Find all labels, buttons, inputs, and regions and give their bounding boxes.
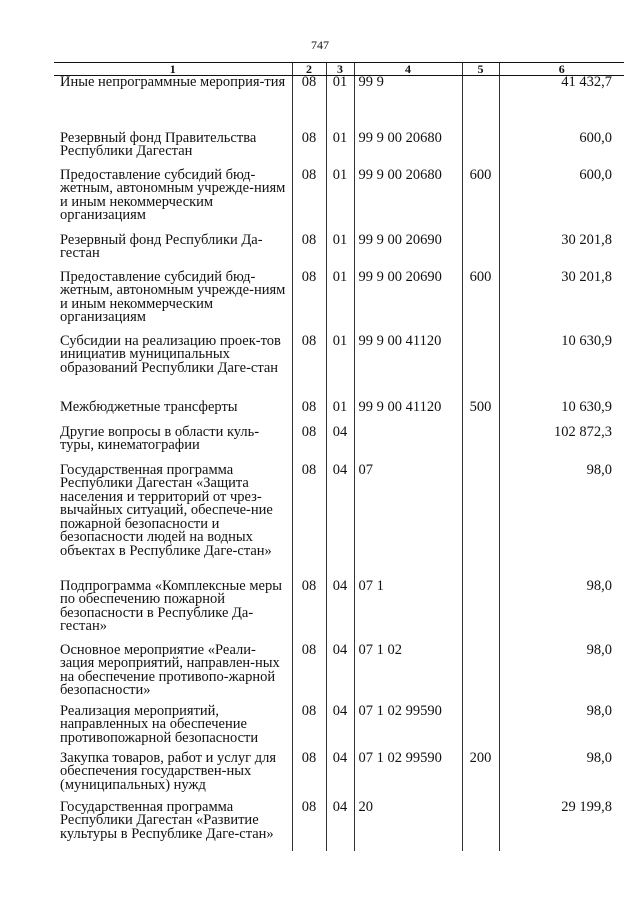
row-subsection-code: 01 bbox=[326, 76, 354, 132]
row-name: Реализация мероприятий, направленных на обеспечение противопожарной безопасности bbox=[60, 702, 259, 746]
row-name: Межбюджетные трансферты bbox=[60, 398, 238, 415]
table-row bbox=[54, 752, 624, 801]
row-section-code: 08 bbox=[292, 464, 326, 580]
row-expense-type bbox=[462, 76, 499, 132]
table-row bbox=[54, 705, 624, 752]
row-section-code: 08 bbox=[292, 132, 326, 169]
row-section-code: 08 bbox=[292, 644, 326, 705]
table-row bbox=[54, 169, 624, 234]
row-subsection-code: 01 bbox=[326, 169, 354, 234]
row-subsection-code: 04 bbox=[326, 705, 354, 752]
table-row bbox=[54, 271, 624, 335]
table-row bbox=[54, 335, 624, 401]
row-name: Подпрограмма «Комплексные меры по обеспечению пожарной безопасности в Республике Да-гестан» bbox=[60, 577, 282, 635]
row-expense-type bbox=[462, 335, 499, 401]
row-name: Иные непрограммные мероприя-тия bbox=[60, 74, 286, 90]
header-col-4: 4 bbox=[354, 63, 462, 76]
table-row bbox=[54, 464, 624, 580]
table-row bbox=[54, 644, 624, 705]
row-name: Государственная программа Республики Дагестан «Развитие культуры в Республике Даге-стан» bbox=[60, 798, 274, 842]
row-subsection-code: 04 bbox=[326, 580, 354, 644]
row-expense-type: 200 bbox=[462, 752, 499, 801]
row-amount: 10 630,9 bbox=[499, 401, 624, 426]
row-section-code: 08 bbox=[292, 234, 326, 271]
row-amount: 98,0 bbox=[499, 580, 624, 644]
row-section-code: 08 bbox=[292, 76, 326, 132]
row-amount: 29 199,8 bbox=[499, 801, 624, 851]
row-target-article: 07 1 02 bbox=[354, 644, 462, 705]
row-target-article: 07 1 02 99590 bbox=[354, 705, 462, 752]
row-target-article: 99 9 00 20690 bbox=[354, 271, 462, 335]
row-name: Субсидии на реализацию проек-тов инициатив муниципальных образований Республики Даге-стан bbox=[60, 332, 281, 376]
row-expense-type: 600 bbox=[462, 271, 499, 335]
row-target-article: 07 1 bbox=[354, 580, 462, 644]
row-expense-type: 600 bbox=[462, 169, 499, 234]
row-subsection-code: 01 bbox=[326, 335, 354, 401]
row-amount: 30 201,8 bbox=[499, 271, 624, 335]
row-amount: 98,0 bbox=[499, 464, 624, 580]
row-target-article: 99 9 00 20690 bbox=[354, 234, 462, 271]
row-target-article: 07 1 02 99590 bbox=[354, 752, 462, 801]
table-row bbox=[54, 580, 624, 644]
row-expense-type bbox=[462, 132, 499, 169]
row-amount: 98,0 bbox=[499, 705, 624, 752]
row-subsection-code: 01 bbox=[326, 271, 354, 335]
table-row bbox=[54, 801, 624, 851]
row-subsection-code: 04 bbox=[326, 426, 354, 464]
row-subsection-code: 04 bbox=[326, 644, 354, 705]
row-section-code: 08 bbox=[292, 752, 326, 801]
row-target-article: 99 9 00 20680 bbox=[354, 132, 462, 169]
row-subsection-code: 04 bbox=[326, 464, 354, 580]
row-name: Предоставление субсидий бюд-жетным, автономным учрежде-ниям и иным некоммерческим организациям bbox=[60, 166, 286, 224]
row-name: Предоставление субсидий бюд-жетным, автономным учрежде-ниям и иным некоммерческим организациям bbox=[60, 268, 286, 326]
table-row bbox=[54, 401, 624, 426]
row-amount: 102 872,3 bbox=[499, 426, 624, 464]
row-subsection-code: 04 bbox=[326, 801, 354, 851]
row-name: Государственная программа Республики Дагестан «Защита населения и территорий от чрез-вычайных ситуаций, обеспече-ние пожарной безопасности и безопасности людей на водных объектах в Республике Даге-стан» bbox=[60, 461, 273, 560]
table-row bbox=[54, 132, 624, 169]
header-col-3: 3 bbox=[326, 63, 354, 76]
row-name: Основное мероприятие «Реали-зация мероприятий, направлен-ных на обеспечение противопо-жарной безопасности» bbox=[60, 641, 280, 699]
row-section-code: 08 bbox=[292, 401, 326, 426]
row-expense-type bbox=[462, 234, 499, 271]
row-target-article: 99 9 bbox=[354, 76, 462, 132]
row-amount: 98,0 bbox=[499, 644, 624, 705]
row-section-code: 08 bbox=[292, 271, 326, 335]
row-subsection-code: 01 bbox=[326, 401, 354, 426]
row-target-article: 99 9 00 41120 bbox=[354, 335, 462, 401]
row-target-article: 20 bbox=[354, 801, 462, 851]
row-subsection-code: 01 bbox=[326, 234, 354, 271]
table-row bbox=[54, 234, 624, 271]
row-section-code: 08 bbox=[292, 580, 326, 644]
row-target-article: 99 9 00 41120 bbox=[354, 401, 462, 426]
row-name: Закупка товаров, работ и услуг для обеспечения государствен-ных (муниципальных) нужд bbox=[60, 749, 277, 793]
header-col-6: 6 bbox=[499, 63, 624, 76]
row-amount: 30 201,8 bbox=[499, 234, 624, 271]
row-target-article bbox=[354, 426, 462, 464]
row-expense-type bbox=[462, 705, 499, 752]
table-row bbox=[54, 76, 624, 132]
row-section-code: 08 bbox=[292, 169, 326, 234]
row-section-code: 08 bbox=[292, 426, 326, 464]
row-expense-type bbox=[462, 426, 499, 464]
table-row bbox=[54, 426, 624, 464]
row-section-code: 08 bbox=[292, 801, 326, 851]
row-amount: 41 432,7 bbox=[499, 76, 624, 132]
row-amount: 10 630,9 bbox=[499, 335, 624, 401]
budget-table bbox=[54, 62, 624, 851]
row-amount: 98,0 bbox=[499, 752, 624, 801]
header-col-5: 5 bbox=[462, 63, 499, 76]
row-subsection-code: 01 bbox=[326, 132, 354, 169]
row-name: Резервный фонд Правительства Республики Дагестан bbox=[60, 129, 257, 160]
row-expense-type bbox=[462, 464, 499, 580]
row-amount: 600,0 bbox=[499, 169, 624, 234]
row-section-code: 08 bbox=[292, 705, 326, 752]
row-target-article: 99 9 00 20680 bbox=[354, 169, 462, 234]
row-name: Другие вопросы в области куль-туры, кинематографии bbox=[60, 423, 260, 454]
header-col-1: 1 bbox=[54, 63, 292, 76]
row-name: Резервный фонд Республики Да-гестан bbox=[60, 231, 263, 262]
row-target-article: 07 bbox=[354, 464, 462, 580]
page-number: 747 bbox=[311, 38, 329, 52]
header-col-2: 2 bbox=[292, 63, 326, 76]
row-amount: 600,0 bbox=[499, 132, 624, 169]
row-expense-type bbox=[462, 644, 499, 705]
row-section-code: 08 bbox=[292, 335, 326, 401]
row-expense-type bbox=[462, 580, 499, 644]
row-expense-type: 500 bbox=[462, 401, 499, 426]
row-subsection-code: 04 bbox=[326, 752, 354, 801]
row-expense-type bbox=[462, 801, 499, 851]
